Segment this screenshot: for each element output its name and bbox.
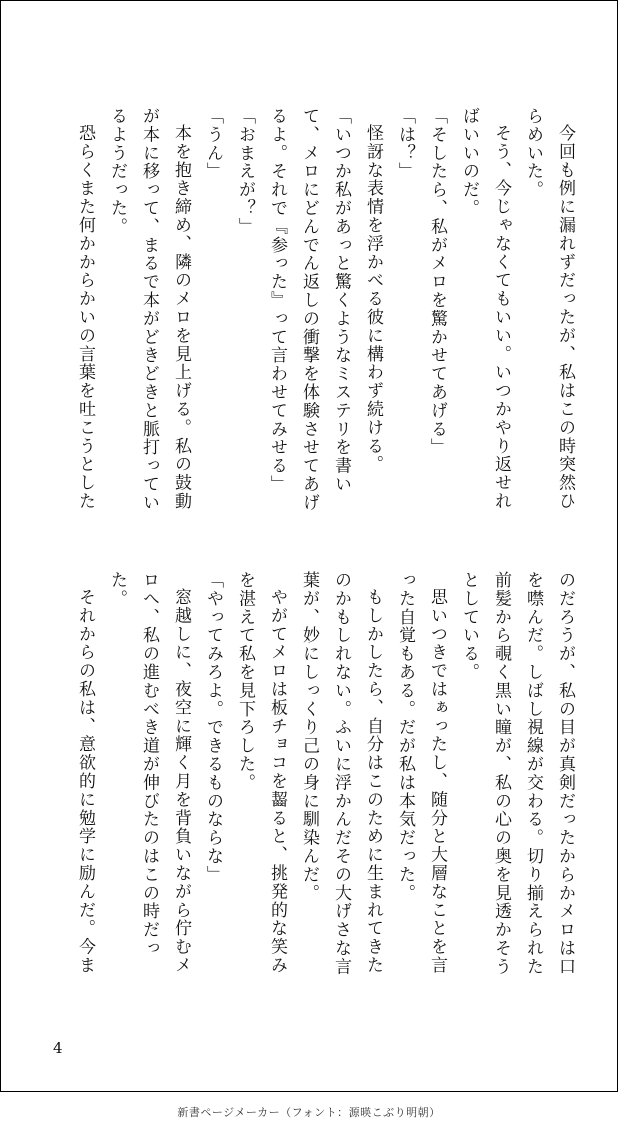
paragraph: 本を抱き締め、隣のメロを見上げる。私の鼓動が本に移って、まるで本がどきどきと脈打っているようだった。 [107,107,191,512]
paragraph: 今回も例に漏れずだったが、私はこの時突然ひらめいた。 [523,107,575,511]
lower-text-block [61,571,581,991]
paragraph: のだろうが、私の目が真剣だったからかメロは口を噤んだ。しばし視線が交わる。切り揃えられた前髪から覗く黒い瞳が、私の心の奥を見透かそうとしている。 [459,571,575,976]
paragraph: 怪訝な表情を浮かべる彼に構わず続ける。 [363,124,383,474]
paragraph: 恐らくまた何かからかいの言葉を吐こうとした [75,124,95,511]
paragraph: 「おまえが？」 [235,107,255,236]
paragraph: やがてメロは板チョコを齧ると、挑発的な笑みを湛えて私を見下ろした。 [235,571,287,975]
paragraph: もしかしたら、自分はこのために生まれてきたのかもしれない。ふいに浮かんだその大げさな言葉が、妙にしっくり己の身に馴染んだ。 [299,571,383,976]
footer-credit: 新書ページメーカー（フォント：源暎こぶり明朝） [177,1106,441,1119]
paragraph: 「いつか私があっと驚くようなミステリを書いて、メロにどんでん返しの衝撃を体験させてあげるよ。それで『参った』って言わせてみせる」 [267,107,351,512]
paragraph: 「そしたら、私がメロを驚かせてあげる」 [427,107,447,457]
paragraph: 窓越しに、夜空に輝く月を背負いながら佇むメロへ、私の進むべき道が伸びたのはこの時だった。 [107,571,191,975]
upper-text-block [61,107,581,527]
paragraph: そう、今じゃなくてもいい。いつかやり返せればいいのだ。 [459,107,511,511]
paragraph: 「は？」 [395,107,415,181]
paragraph: 思いつきではぁったし、随分と大層なことを言った自覚もある。だが私は本気だった。 [395,571,447,975]
paragraph: 「うん」 [203,107,223,181]
paragraph: 「やってみろよ。できるものならな」 [203,571,223,884]
paragraph: それからの私は、意欲的に勉学に励んだ。今ま [75,588,95,975]
page-number: 4 [53,1039,63,1057]
